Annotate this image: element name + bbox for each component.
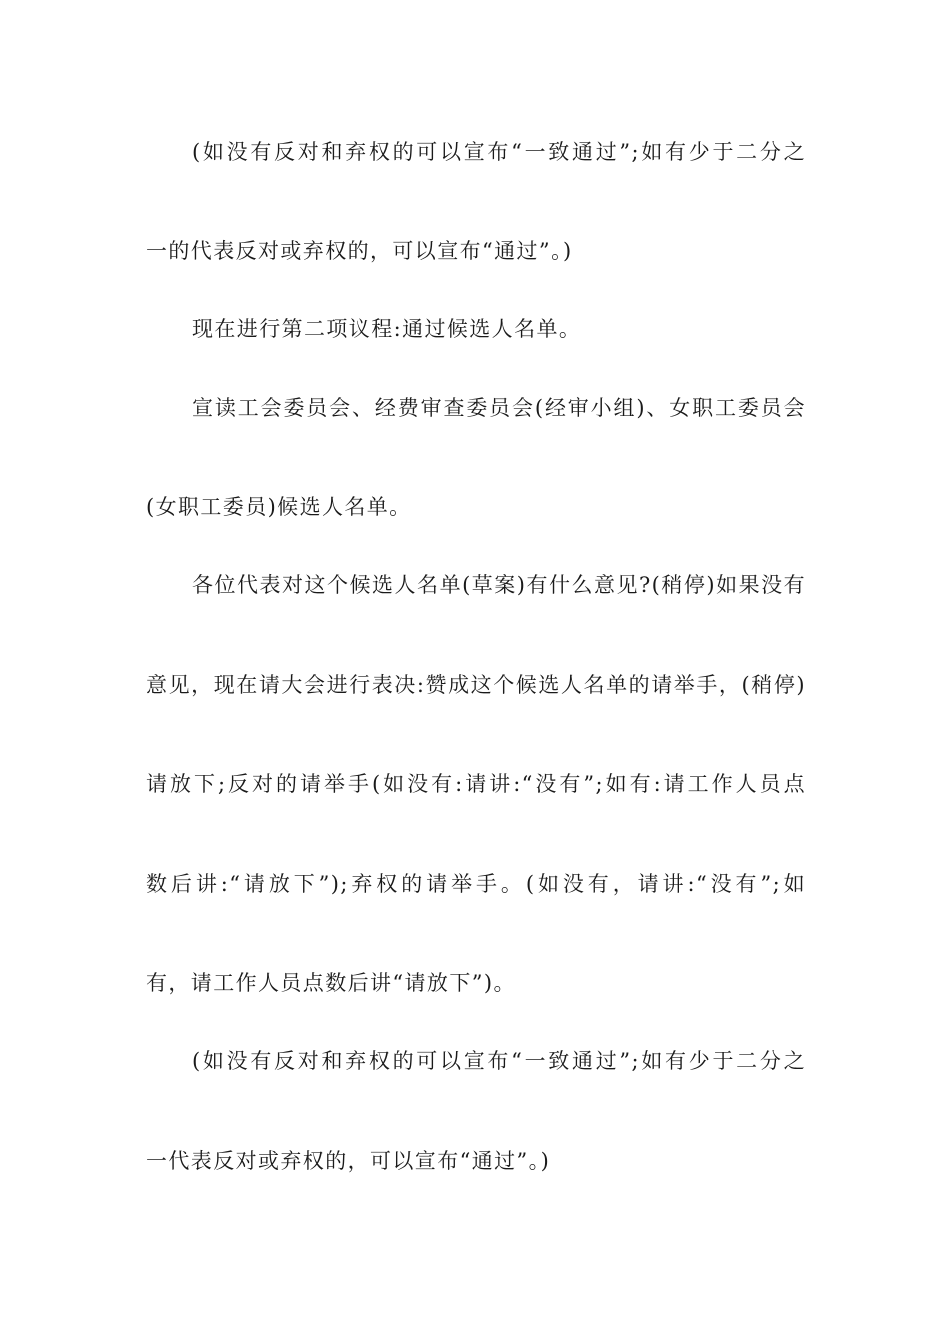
paragraph-4-line-5: 有，请工作人员点数后讲“请放下”)。 [146, 971, 516, 995]
paragraph-4-line-4: 数后讲:“请放下”);弃权的请举手。(如没有，请讲:“没有”;如 [146, 872, 806, 896]
paragraph-1-line-2: 一的代表反对或弃权的，可以宣布“通过”。) [146, 239, 573, 263]
paragraph-3-line-2: (女职工委员)候选人名单。 [146, 495, 412, 519]
paragraph-4-line-2: 意见，现在请大会进行表决:赞成这个候选人名单的请举手，(稍停) [146, 673, 806, 697]
paragraph-4-line-3: 请放下;反对的请举手(如没有:请讲:“没有”;如有:请工作人员点 [146, 772, 806, 796]
paragraph-2-line-1: 现在进行第二项议程:通过候选人名单。 [192, 317, 582, 341]
paragraph-4-line-1: 各位代表对这个候选人名单(草案)有什么意见?(稍停)如果没有 [192, 573, 806, 597]
paragraph-1-line-1: (如没有反对和弃权的可以宣布“一致通过”;如有少于二分之 [192, 140, 806, 164]
paragraph-5-line-1: (如没有反对和弃权的可以宣布“一致通过”;如有少于二分之 [192, 1049, 806, 1073]
paragraph-3-line-1: 宣读工会委员会、经费审查委员会(经审小组)、女职工委员会 [192, 396, 806, 420]
paragraph-5-line-2: 一代表反对或弃权的，可以宣布“通过”。) [146, 1149, 551, 1173]
